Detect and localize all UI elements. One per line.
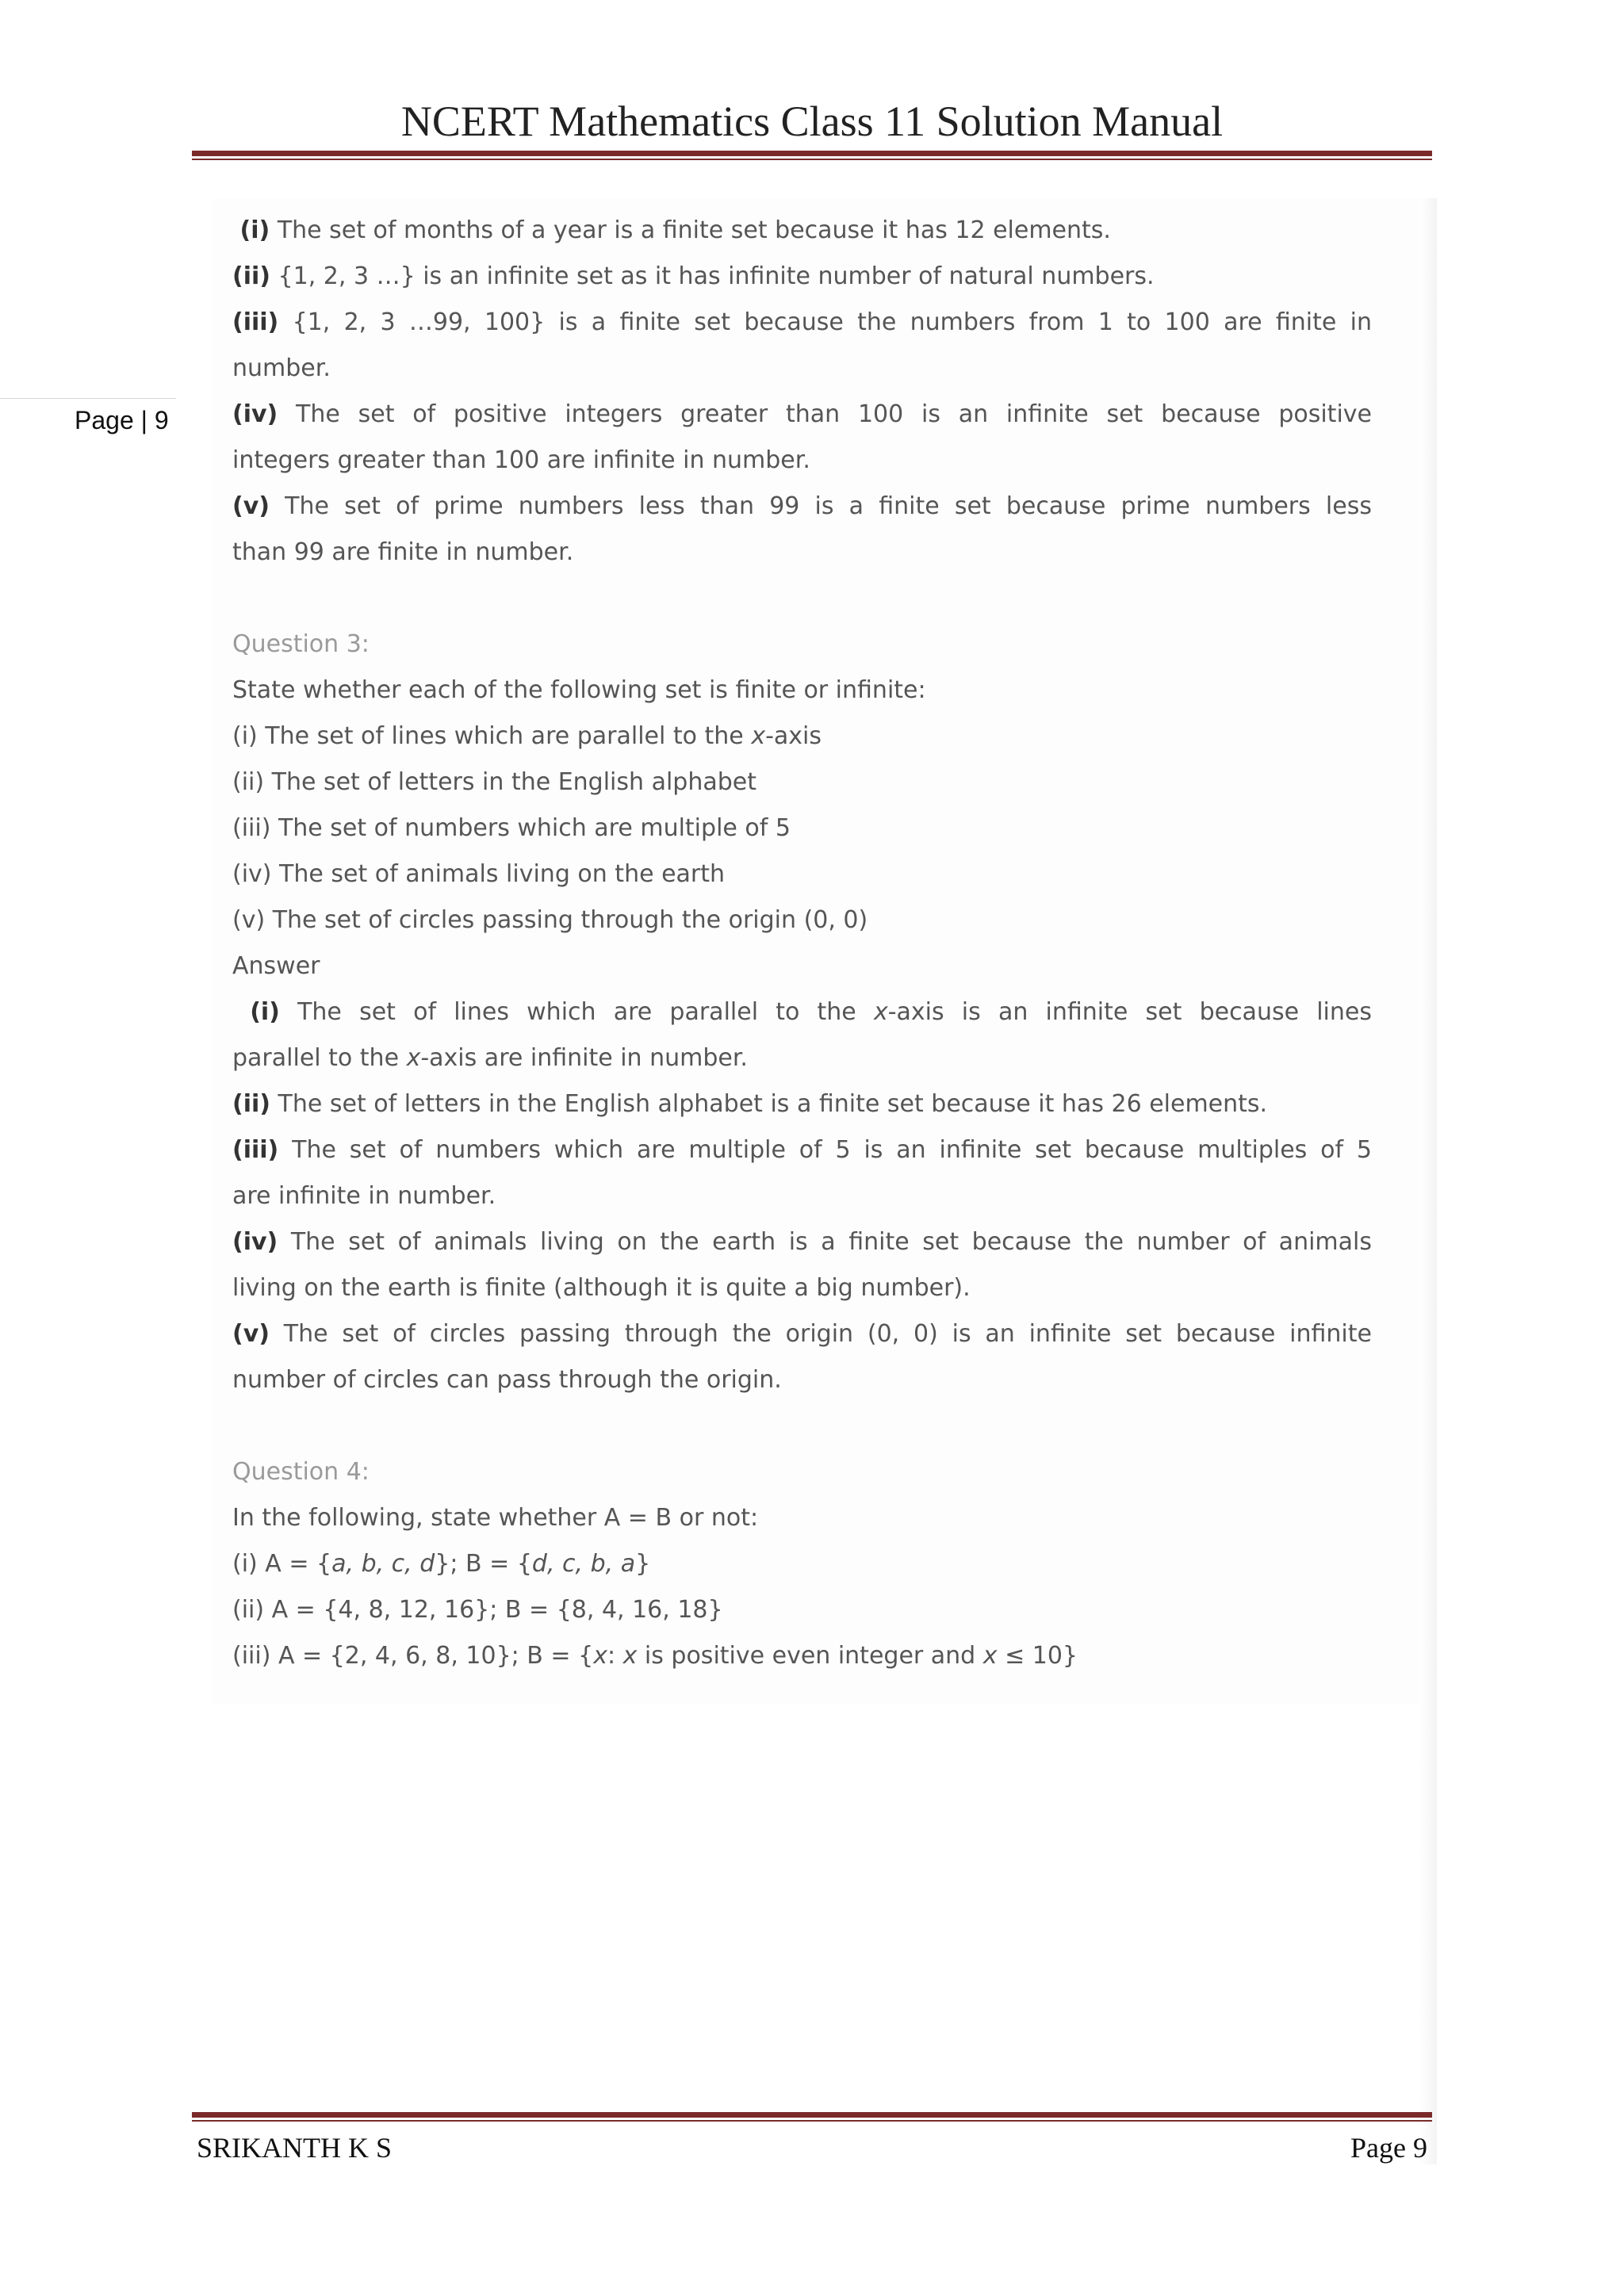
q4-heading: Question 4: [232, 1458, 370, 1486]
tag: (iv) [232, 1228, 278, 1256]
side-divider [0, 398, 176, 399]
t: ≤ 10} [997, 1642, 1078, 1670]
q4-item-i [232, 1541, 1372, 1587]
q3-answer-v [232, 1311, 1372, 1357]
side-page-label: Page | 9 [75, 406, 169, 434]
tag: (iii) [232, 308, 279, 336]
q2-answer-ii [232, 254, 1372, 300]
answer-label: Answer [232, 952, 320, 980]
q2-answer-iv-cont: integers greater than 100 are infinite in number. [232, 446, 810, 474]
q2-answer-iv [232, 392, 1372, 438]
page-title: NCERT Mathematics Class 11 Solution Manual [400, 98, 1224, 145]
q3-item-ii: (ii) The set of letters in the English alphabet [232, 768, 756, 796]
var-x: x [406, 1044, 421, 1072]
var-x: x [622, 1642, 638, 1670]
tag: (v) [232, 1320, 270, 1348]
q3-answer-iv-cont: living on the earth is finite (although it is quite a big number). [232, 1274, 971, 1302]
text: The set of circles passing through the origin (0, 0) is an infinite set because infinite [283, 1320, 1372, 1348]
t: is positive even integer and [637, 1642, 983, 1670]
q3-prompt: State whether each of the following set is finite or infinite: [232, 676, 926, 704]
tag: (ii) [232, 1090, 270, 1118]
t: } [635, 1550, 651, 1578]
text: The set of letters in the English alphabet is a finite set because it has 26 elements. [278, 1090, 1268, 1118]
q3-item-i [232, 714, 1372, 760]
q2-answer-v-cont: than 99 are finite in number. [232, 538, 574, 566]
q3-answer-iv [232, 1219, 1372, 1265]
t: (i) A = { [232, 1550, 332, 1578]
var-x: x [593, 1642, 607, 1670]
text: {1, 2, 3 …} is an infinite set as it has infinite number of natural numbers. [278, 262, 1155, 290]
t: The set of lines which are parallel to the [297, 998, 874, 1026]
text: The set of numbers which are multiple of 5 is an infinite set because multiples of 5 [292, 1136, 1372, 1164]
footer-page-number: Page 9 [1350, 2132, 1427, 2164]
q3-answer-i-cont [232, 1035, 1372, 1081]
tag: (iii) [232, 1136, 279, 1164]
var-x: x [751, 722, 766, 750]
q4-item-iii [232, 1633, 1372, 1679]
q3-answer-iii [232, 1127, 1372, 1173]
q4-item-ii: (ii) A = {4, 8, 12, 16}; B = {8, 4, 16, 18} [232, 1596, 723, 1624]
set-a: a, b, c, d [331, 1550, 435, 1578]
var-x: x [982, 1642, 998, 1670]
page-content [232, 208, 1372, 1679]
q2-answer-i [232, 208, 1372, 254]
t: -axis [765, 722, 822, 750]
q2-answer-v [232, 484, 1372, 530]
q2-answer-iii [232, 300, 1372, 346]
q3-answer-ii [232, 1081, 1372, 1127]
text: The set of positive integers greater than 100 is an infinite set because positive [296, 400, 1372, 428]
t: parallel to the [232, 1044, 407, 1072]
tag: (iv) [232, 400, 278, 428]
text: {1, 2, 3 …99, 100} is a finite set because the numbers from 1 to 100 are finite in [292, 308, 1372, 336]
t: : [607, 1642, 623, 1670]
tag: (v) [232, 492, 270, 520]
tag: (ii) [232, 262, 270, 290]
q3-answer-iii-cont: are infinite in number. [232, 1182, 496, 1210]
text: The set of months of a year is a finite set because it has 12 elements. [277, 216, 1111, 244]
footer-author: SRIKANTH K S [197, 2132, 393, 2164]
q3-heading: Question 3: [232, 630, 370, 658]
header-rule [192, 151, 1432, 160]
text: The set of animals living on the earth is a finite set because the number of animals [290, 1228, 1372, 1256]
q3-item-iv: (iv) The set of animals living on the earth [232, 860, 726, 888]
t: -axis is an infinite set because lines [887, 998, 1372, 1026]
q4-prompt: In the following, state whether A = B or not: [232, 1504, 759, 1532]
t: (i) The set of lines which are parallel to the [232, 722, 752, 750]
q3-item-iii: (iii) The set of numbers which are multiple of 5 [232, 814, 791, 842]
text: The set of prime numbers less than 99 is a finite set because prime numbers less [285, 492, 1372, 520]
q3-answer-v-cont: number of circles can pass through the origin. [232, 1366, 782, 1394]
t: (iii) A = {2, 4, 6, 8, 10}; B = { [232, 1642, 594, 1670]
var-x: x [873, 998, 888, 1026]
footer-rule [192, 2112, 1432, 2122]
t: }; B = { [435, 1550, 532, 1578]
set-b: d, c, b, a [531, 1550, 636, 1578]
q3-item-v: (v) The set of circles passing through the origin (0, 0) [232, 906, 868, 934]
q3-answer-i [232, 989, 1372, 1035]
tag: (i) [239, 216, 270, 244]
t: -axis are infinite in number. [420, 1044, 748, 1072]
q2-answer-iii-cont: number. [232, 354, 331, 382]
scan-edge [1419, 198, 1437, 2164]
tag: (i) [250, 998, 280, 1026]
